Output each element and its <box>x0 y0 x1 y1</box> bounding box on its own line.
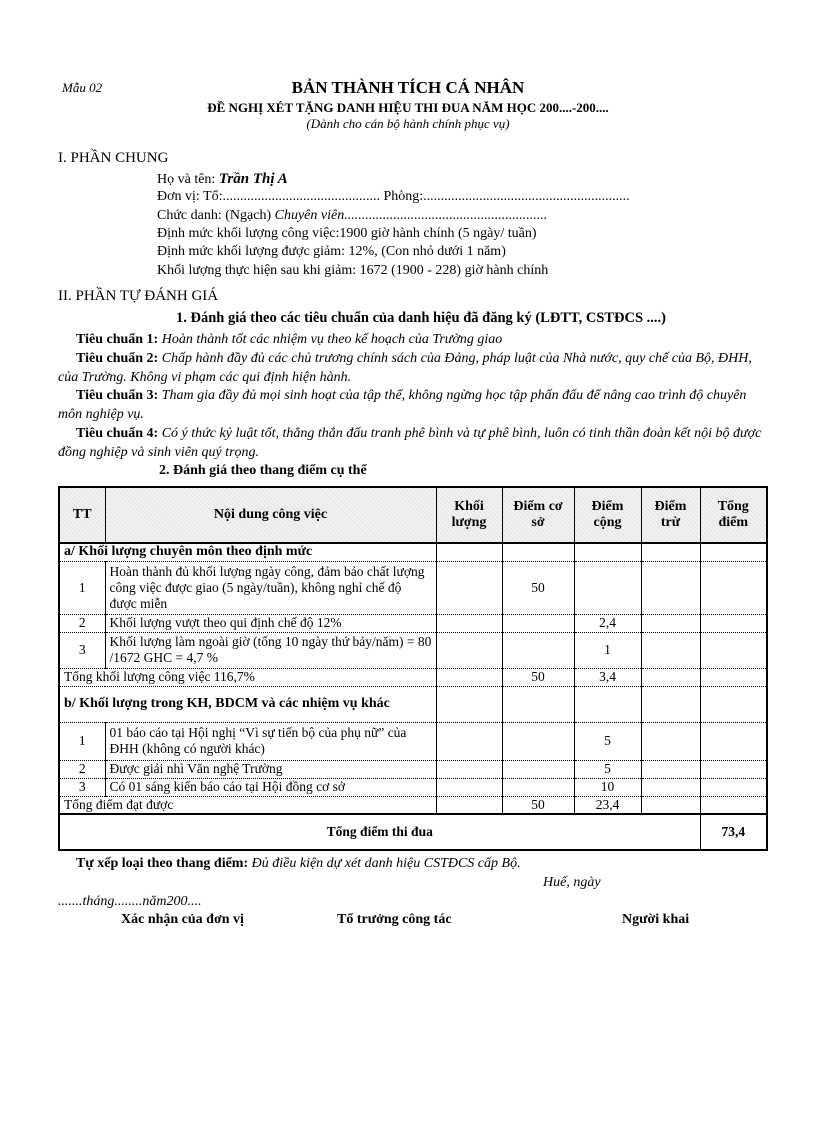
table-row <box>59 760 767 778</box>
total-row <box>59 814 767 850</box>
row-content: Hoàn thành đủ khối lượng ngày công, đảm bảo chất lượng công việc được giao (5 ngày/tuần), không nghỉ chế độ được miễn <box>105 561 436 614</box>
form-code: Mẫu 02 <box>62 80 103 95</box>
row-content: 01 báo cáo tại Hội nghị “Vì sự tiến bộ của phụ nữ” của ĐHH (không có người khác) <box>105 722 436 760</box>
criterion-3-label: Tiêu chuẩn 3: <box>76 388 159 403</box>
reduction-line: Định mức khối lượng được giảm: 12%, (Con nhỏ dưới 1 năm) <box>157 244 506 259</box>
header-total-points: Tổng điểm <box>700 487 767 543</box>
job-title-value: Chuyên viên.......................................................... <box>274 208 548 223</box>
subheading-score-table: 2. Đánh giá theo thang điểm cụ thể <box>159 463 367 478</box>
subtotal-all-plus: 23,4 <box>574 796 641 814</box>
document-note: (Dành cho cán bộ hành chính phục vụ) <box>306 116 510 131</box>
total-label: Tổng điểm thi đua <box>59 814 700 850</box>
table-row <box>59 632 767 668</box>
name-label: Họ và tên: <box>157 172 216 187</box>
self-ranking-label: Tự xếp loại theo thang điểm: <box>76 856 249 871</box>
row-base <box>502 778 574 796</box>
document-subtitle: ĐỀ NGHỊ XÉT TẶNG DANH HIỆU THI ĐUA NĂM HỌC 200....-200.... <box>207 100 609 115</box>
table-section-row <box>59 543 767 561</box>
place-date: Huế, ngày <box>543 875 601 890</box>
table-row <box>59 614 767 632</box>
section-heading-general: I. PHẦN CHUNG <box>58 150 169 166</box>
subtotal-a-plus: 3,4 <box>574 668 641 686</box>
header-volume: Khối lượng <box>436 487 502 543</box>
row-tt: 1 <box>59 722 105 760</box>
subtotal-a-label: Tổng khối lượng công việc 116,7% <box>59 668 436 686</box>
name-line <box>157 171 288 188</box>
subtotal-row <box>59 668 767 686</box>
actual-workload-line: Khối lượng thực hiện sau khi giảm: 1672 (1900 - 228) giờ hành chính <box>157 263 549 278</box>
row-content: Có 01 sáng kiến báo cáo tại Hội đồng cơ sở <box>105 778 436 796</box>
criterion-1-text: Hoàn thành tốt các nhiệm vụ theo kế hoạch của Trường giao <box>161 332 503 347</box>
job-title-line <box>157 208 547 224</box>
signature-leader: Tổ trưởng công tác <box>337 912 452 927</box>
header-plus-points: Điểm cộng <box>574 487 641 543</box>
row-plus: 5 <box>574 722 641 760</box>
table-section-row <box>59 686 767 722</box>
criterion-4-label: Tiêu chuẩn 4: <box>76 426 159 441</box>
row-base <box>502 722 574 760</box>
row-base <box>502 760 574 778</box>
row-plus: 5 <box>574 760 641 778</box>
table-row <box>59 561 767 614</box>
subtotal-a-base: 50 <box>502 668 574 686</box>
criterion-3 <box>58 386 764 424</box>
table-row <box>59 778 767 796</box>
header-minus-points: Điểm trừ <box>641 487 700 543</box>
row-tt: 3 <box>59 778 105 796</box>
header-base-points: Điểm cơ sở <box>502 487 574 543</box>
row-content: Được giải nhì Văn nghệ Trường <box>105 760 436 778</box>
row-plus <box>574 561 641 614</box>
subtotal-all-label: Tổng điểm đạt được <box>59 796 436 814</box>
row-tt: 2 <box>59 760 105 778</box>
row-plus: 1 <box>574 632 641 668</box>
criterion-2 <box>58 349 764 387</box>
criterion-4 <box>58 424 764 462</box>
date-line: .......tháng........năm200.... <box>58 894 202 909</box>
total-value: 73,4 <box>700 814 767 850</box>
criterion-1 <box>58 330 764 349</box>
section-a-label: a/ Khối lượng chuyên môn theo định mức <box>59 543 436 561</box>
signature-unit: Xác nhận của đơn vị <box>121 912 244 927</box>
row-tt: 1 <box>59 561 105 614</box>
unit-line: Đơn vị: Tổ:............................................. Phòng:........................................................... <box>157 189 630 204</box>
criterion-2-label: Tiêu chuẩn 2: <box>76 351 159 366</box>
table-row <box>59 722 767 760</box>
criterion-4-text: Có ý thức kỷ luật tốt, thẳng thắn đấu tranh phê bình và tự phê bình, luôn có tinh thần đoàn kết nội bộ được đồng nghiệp và sinh viên quý trọng. <box>58 426 762 460</box>
job-title-label: Chức danh: (Ngạch) <box>157 208 272 223</box>
signature-author: Người khai <box>622 912 690 927</box>
section-heading-self-evaluation: II. PHẦN TỰ ĐÁNH GIÁ <box>58 288 219 304</box>
subtotal-row <box>59 796 767 814</box>
workload-norm-line: Định mức khối lượng công việc:1900 giờ hành chính (5 ngày/ tuần) <box>157 226 537 241</box>
row-base <box>502 614 574 632</box>
self-ranking-line <box>76 856 521 872</box>
table-header-row <box>59 487 767 543</box>
criterion-2-text: Chấp hành đầy đủ các chủ trương chính sách của Đảng, pháp luật của Nhà nước, quy chế của Bộ, ĐHH, của Trường. Không vi phạm các qui định hiện hành. <box>58 351 752 385</box>
row-tt: 2 <box>59 614 105 632</box>
row-plus: 10 <box>574 778 641 796</box>
row-base <box>502 632 574 668</box>
row-base: 50 <box>502 561 574 614</box>
subheading-criteria: 1. Đánh giá theo các tiêu chuẩn của danh hiệu đã đăng ký (LĐTT, CSTĐCS ....) <box>176 310 667 326</box>
criterion-1-label: Tiêu chuẩn 1: <box>76 332 159 347</box>
header-content: Nội dung công việc <box>105 487 436 543</box>
row-content: Khối lượng làm ngoài giờ (tổng 10 ngày thứ bảy/năm) = 80 /1672 GHC = 4,7 % <box>105 632 436 668</box>
name-value: Trần Thị A <box>218 171 288 187</box>
criterion-3-text: Tham gia đầy đủ mọi sinh hoạt của tập thể, không ngừng học tập phấn đấu để nâng cao trình độ chuyên môn nghiệp vụ. <box>58 388 747 422</box>
row-content: Khối lượng vượt theo qui định chế độ 12% <box>105 614 436 632</box>
subtotal-all-base: 50 <box>502 796 574 814</box>
row-plus: 2,4 <box>574 614 641 632</box>
document-title: BẢN THÀNH TÍCH CÁ NHÂN <box>291 78 525 97</box>
self-ranking-value: Đủ điều kiện dự xét danh hiệu CSTĐCS cấp Bộ. <box>251 856 521 871</box>
row-tt: 3 <box>59 632 105 668</box>
section-b-label: b/ Khối lượng trong KH, BDCM và các nhiệm vụ khác <box>59 686 436 722</box>
score-table <box>58 486 768 851</box>
header-tt: TT <box>59 487 105 543</box>
